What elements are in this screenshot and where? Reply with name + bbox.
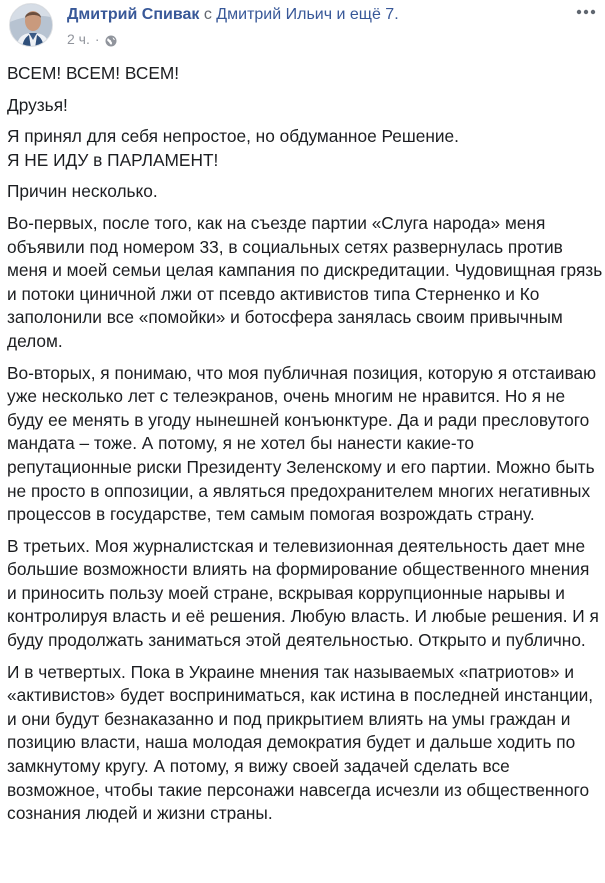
post-timestamp[interactable]: 2 ч. xyxy=(67,31,90,47)
with-text: с xyxy=(203,6,212,23)
post-paragraph: Я принял для себя непростое, но обдуманное Решение. Я НЕ ИДУ в ПАРЛАМЕНТ! xyxy=(7,126,459,170)
post-paragraph: ВСЕМ! ВСЕМ! ВСЕМ! xyxy=(7,63,180,83)
post-paragraph: Друзья! xyxy=(7,94,68,115)
more-options-button[interactable] xyxy=(573,2,599,22)
post-body xyxy=(7,62,603,834)
post-paragraph: И в четвертых. Пока в Украине мнения так называемых «патриотов» и «активистов» будет восприниматься, как истина в последней инстанции, и они будут безнаказанно и под прикрытием влиять на умы граждан и позицию власти, наша молодая демократия будет и дальше ходить по замкнутому кругу. А потому, я вижу своей задачей сделать все возможное, чтобы такие персонажи навсегда исчезли из общественного сознания людей и жизни страны. xyxy=(7,661,594,824)
meta-separator: · xyxy=(94,31,100,47)
post-meta xyxy=(67,30,117,48)
globe-icon[interactable] xyxy=(105,33,117,45)
post-header xyxy=(0,0,605,58)
post-paragraph: Во-первых, после того, как на съезде партии «Слуга народа» меня объявили под номером 33, в социальных сетях развернулась против меня и моей семьи целая кампания по дискредитации. Чудовищная грязь и потоки циничной лжи от псевдо активистов типа Стерненко и Ко заполонили все «помойки» и ботосфера занялась своим привычным делом. xyxy=(7,212,603,351)
more-horizontal-icon xyxy=(576,9,596,15)
avatar-photo-icon xyxy=(10,4,53,47)
post-paragraph: В третьих. Моя журналистская и телевизионная деятельность дает мне большие возможности влиять на формирование общественного мнения и приносить пользу моей стране, вскрывая коррупционные нарывы и контролируя власть и её решения. Любую власть. И любые решения. И я буду продолжать заниматься этой деятельностью. Открыто и публично. xyxy=(7,535,599,651)
author-line xyxy=(67,4,399,26)
tagged-people-link[interactable]: Дмитрий Ильич и ещё 7. xyxy=(216,6,399,23)
author-name-link[interactable]: Дмитрий Спивак xyxy=(67,6,200,23)
post-paragraph: Во-вторых, я понимаю, что моя публичная позиция, которую я отстаиваю уже несколько лет с телеэкранов, очень многим не нравится. Но я не буду ее менять в угоду нынешней конъюнктуре. Да и ради пресловутого мандата – тоже. А потому, я не хотел бы нанести какие-то репутационные риски Президенту Зеленскому и его партии. Можно быть не просто в оппозиции, а являться предохранителем многих негативных процессов в государстве, тем самым помогая возрождать страну. xyxy=(7,362,597,525)
post-paragraph: Причин несколько. xyxy=(7,181,158,202)
author-avatar[interactable] xyxy=(9,3,53,47)
